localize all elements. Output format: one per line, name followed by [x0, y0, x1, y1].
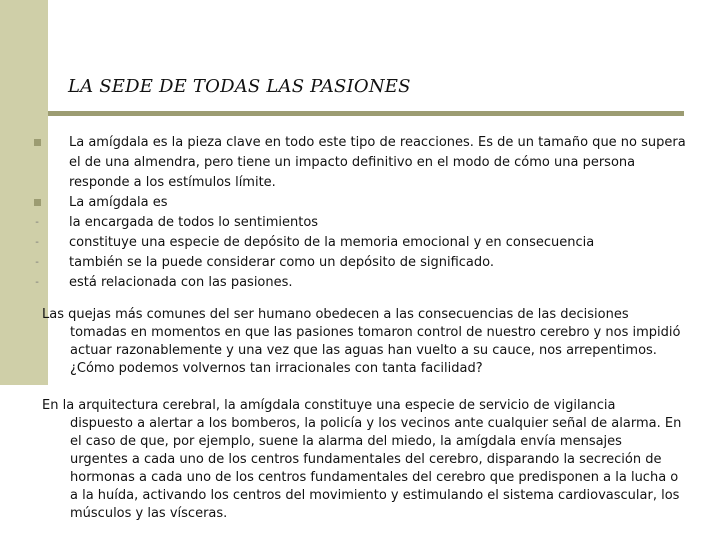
bullet-text: constituye una especie de depósito de la memoria emocional y en consecuencia	[69, 235, 595, 250]
sub-bullet-item	[30, 273, 690, 293]
dash-bullet-icon: -	[35, 257, 39, 268]
bullet-list	[30, 133, 690, 293]
dash-bullet-icon: -	[35, 277, 39, 288]
dash-bullet-icon: -	[35, 237, 39, 248]
sub-bullet-item	[30, 213, 690, 233]
sub-bullet-item	[30, 253, 690, 273]
dash-bullet-icon: -	[35, 217, 39, 228]
slide-title: LA SEDE DE TODAS LAS PASIONES	[68, 76, 411, 97]
bullet-text: la encargada de todos lo sentimientos	[69, 215, 319, 230]
body-paragraph: Las quejas más comunes del ser humano obedecen a las consecuencias de las decisiones tomadas en momentos en que las pasiones tomaron control de nuestro cerebro y nos impidió actuar razonablemente y una vez que las aguas han vuelto a su cauce, nos arrepentimos. ¿Cómo podemos volvernos tan irracionales con tanta facilidad?	[42, 307, 681, 376]
bullet-text: La amígdala es la pieza clave en todo este tipo de reacciones. Es de un tamaño que no supera el de una almendra, pero tiene un impacto definitivo en el modo de cómo una persona responde a los estímulos límite.	[69, 135, 686, 190]
square-bullet-icon	[30, 133, 44, 153]
bullet-text: también se la puede considerar como un depósito de significado.	[69, 255, 494, 270]
bullet-text: está relacionada con las pasiones.	[69, 275, 293, 290]
bullet-text: La amígdala es	[69, 195, 168, 210]
bullet-item	[30, 133, 690, 193]
square-bullet-icon	[30, 193, 44, 213]
title-underline-rule	[48, 111, 684, 116]
body-paragraph: En la arquitectura cerebral, la amígdala constituye una especie de servicio de vigilancia dispuesto a alertar a los bomberos, la policía y los vecinos ante cualquier señal de alarma. En el caso de que, por ejemplo, suene la alarma del miedo, la amígdala envía mensajes urgentes a cada uno de los centros fundamentales del cerebro, disparando la secreción de hormonas a cada uno de los centros fundamentales del cerebro que predisponen a la lucha o a la huída, activando los centros del movimiento y estimulando el sistema cardiovascular, los músculos y las vísceras.	[42, 398, 682, 521]
sub-bullet-item	[30, 233, 690, 253]
bullet-item	[30, 193, 690, 213]
